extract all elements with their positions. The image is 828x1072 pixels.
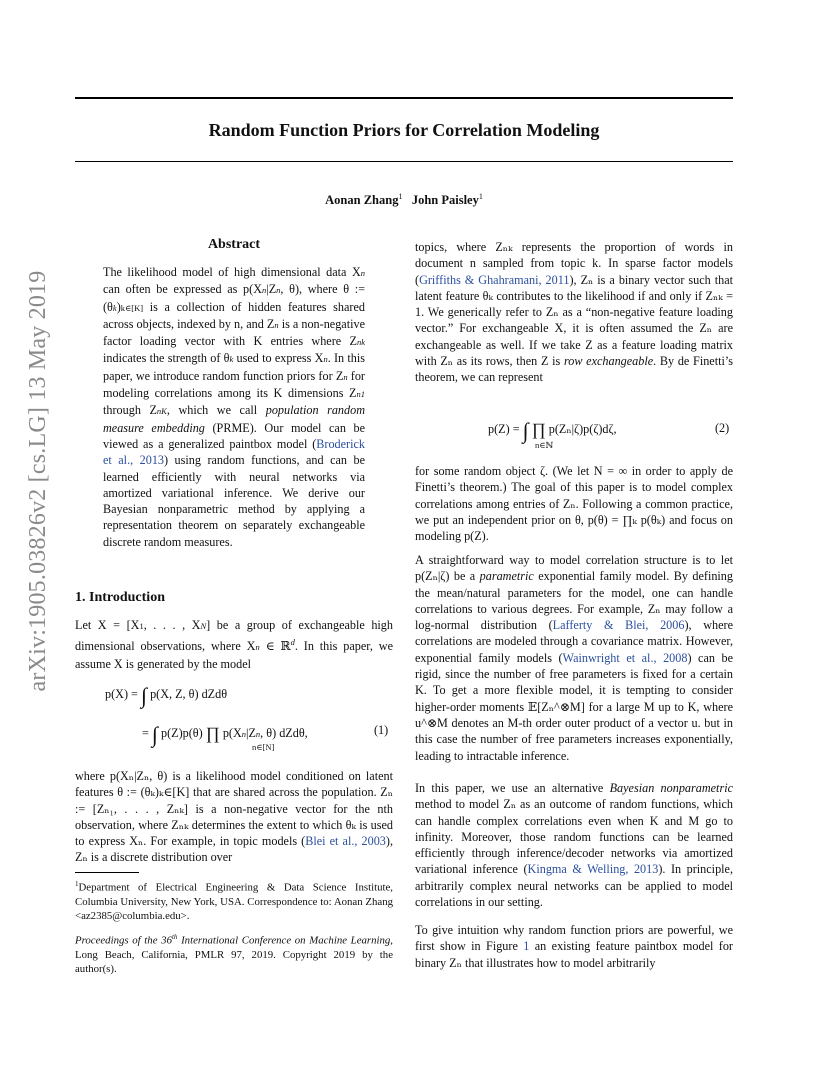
equation-1-line-1: p(X) = ∫ p(X, Z, θ) dZdθ	[105, 683, 228, 708]
footnote-rule	[75, 872, 139, 873]
title-rule-bottom	[75, 161, 733, 162]
footnote-affiliation: $^1$Department of Electrical Engineering & Data Science Institute, Columbia University, New York, USA. Correspondence to: Aonan Zhang <az2385@columbia.edu>.	[75, 880, 393, 922]
right-paragraph-3: A straightforward way to model correlation structure is to let p(Zₙ|ζ) be a parametric exponential family model. By defining the mean/natural parameters for the model, one can handle correlations to various degrees. For example, Zₙ may follow a log-normal distribution (Lafferty & Blei, 2006), where correlations are modeled through a covariance matrix. However, exponential family models (Wainwright et al., 2008) can be rigid, since the number of free parameters is fixed for a certain K. To get a more flexible model, it is tempting to consider higher-order moments 𝔼[Zₙ^⊗M] for a large M up to K, where u^⊗M denotes an M-th order outer product of a vector u. but in this case the number of free parameters increases exponentially, leading to intractable inference.	[415, 553, 733, 763]
author-1-mark: 1	[398, 192, 403, 201]
equation-2-number: (2)	[715, 421, 730, 435]
equation-2: p(Z) = ∫ ∏ p(Zₙ|ζ)p(ζ)dζ,	[488, 418, 617, 443]
citation-link[interactable]: Wainwright et al., 2008	[562, 650, 688, 665]
equation-1-number: (1)	[374, 723, 389, 737]
citation-link[interactable]: Broderick et al., 2013	[103, 436, 365, 468]
authors	[75, 192, 733, 208]
abstract-text: The likelihood model of high dimensional data Xn can often be expressed as p(Xn|Zn, θ), where θ := (θk)k∈[K] is a collection of hidden features shared across objects, indexed by n, and Zn is a non-negative factor loading vector with K entries where Znk indicates the strength of θk used to express Xn. In this paper, we introduce random function priors for Zn for modeling correlations among its K dimensions Zn1 through ZnK, which we call population random measure embedding (PRME). Our model can be viewed as a generalized paintbox model (Broderick et al., 2013) using random functions, and can be learned efficiently with neural networks via amortized variational inference. We derive our Bayesian nonparametric method by applying a representation theorem on separately exchangeable discrete random measures.	[103, 265, 366, 549]
title-rule-top	[75, 97, 733, 99]
equation-1-line-2: = ∫ p(Z)p(θ) ∏ p(Xn|Zn, θ) dZdθ,	[142, 722, 308, 747]
right-paragraph-4: In this paper, we use an alternative Bayesian nonparametric method to model Zₙ as an outcome of random functions, which can handle complex correlations even when K and M go to infinity. Moreover, those random functions can be learned efficiently through inference/decoder networks via amortized variational inference (Kingma & Welling, 2013). In principle, arbitrarily complex neural networks can be applied to model correlations in our setting.	[415, 781, 734, 910]
equation-2-product-subscript: n∈ℕ	[535, 440, 554, 450]
citation-link[interactable]: Blei et al., 2003	[305, 834, 386, 849]
author-2: John Paisley	[411, 193, 479, 208]
citation-link[interactable]: Griffiths & Ghahramani, 2011	[419, 272, 570, 287]
right-paragraph-2: for some random object ζ. (We let N = ∞ in order to apply de Finetti’s theorem.) The goal of this paper is to model complex correlations among entries of Zₙ. Following a common practice, we put an independent prior on θ, p(θ) = ∏ₖ p(θₖ) and focus on modeling p(Z).	[415, 464, 733, 544]
figure-link[interactable]: 1	[523, 939, 530, 954]
paper-title: Random Function Priors for Correlation Modeling	[208, 120, 600, 140]
intro-paragraph-2: where p(Xₙ|Zₙ, θ) is a likelihood model conditioned on latent features θ := (θₖ)ₖ∈[K] that are shared across the population. Zₙ := [Zₙ₁, . . . , Zₙₖ] is a non-negative vector for the nth observation, where Zₙₖ determines the extent to which θₖ is used to express Xₙ. For example, in topic models (Blei et al., 2003), Zₙ is a discrete distribution over	[75, 769, 393, 865]
proceedings-note: Proceedings of the 36th International Conference on Machine Learning, Long Beach, California, PMLR 97, 2019. Copyright 2019 by the author(s).	[75, 933, 393, 975]
right-paragraph-1: topics, where Zₙₖ represents the proportion of words in document n sampled from topic k. In sparse factor models (Griffiths & Ghahramani, 2011), Zₙ is a binary vector such that latent feature θₖ contributes to the likelihood if and only if Zₙₖ = 1. We generically refer to Zₙ as a “non-negative feature loading vector.” For exchangeable X, it is often assumed the Zₙ are exchangeable as well. If we take Z as a feature loading matrix with Zₙ as its rows, then Z is row exchangeable. By de Finetti’s theorem, we can represent	[415, 240, 734, 385]
citation-link[interactable]: Lafferty & Blei, 2006	[552, 618, 685, 633]
arxiv-stamp: arXiv:1905.03826v2 [cs.LG] 13 May 2019	[25, 270, 51, 692]
right-paragraph-5: To give intuition why random function priors are powerful, we first show in Figure 1 an existing feature paintbox model for binary Zₙ that illustrates how to model arbitrarily	[415, 923, 733, 970]
author-2-mark: 1	[478, 192, 483, 201]
citation-link[interactable]: Kingma & Welling, 2013	[527, 862, 659, 877]
abstract-heading: Abstract	[207, 237, 261, 252]
intro-paragraph-1: Let X = [X1, . . . , XN] be a group of exchangeable high dimensional observations, where Xn ∈ ℝ$^d$. In this paper, we assume X is generated by the model	[75, 618, 393, 671]
equation-1-product-subscript: n∈[N]	[252, 742, 275, 752]
author-1: Aonan Zhang	[325, 193, 399, 208]
section-heading-introduction: 1. Introduction	[75, 590, 165, 605]
